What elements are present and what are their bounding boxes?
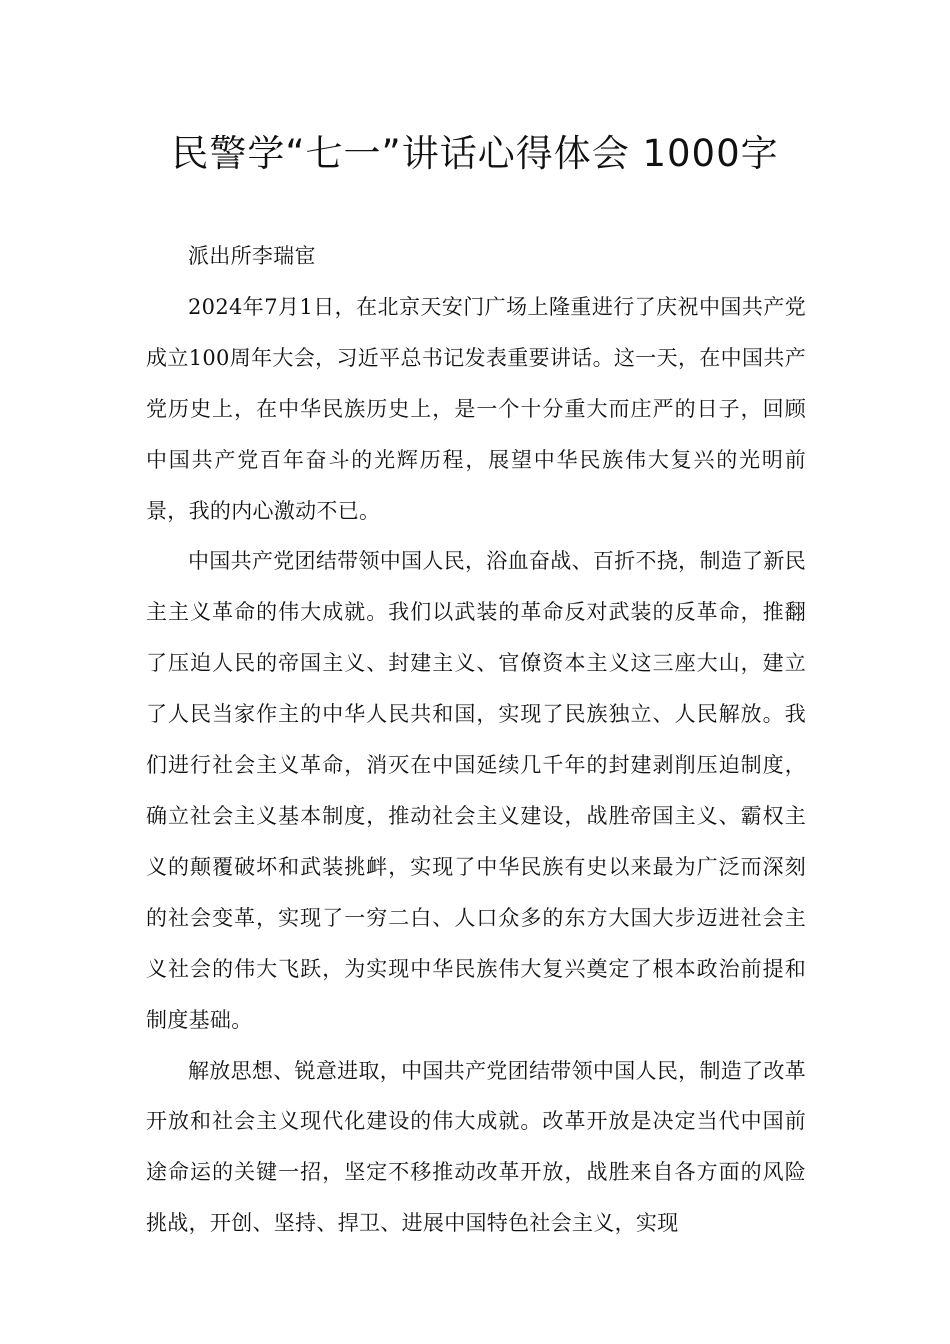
paragraph-3: 解放思想、锐意进取，中国共产党团结带领中国人民，制造了改革开放和社会主义现代化建设的伟大成就。改革开放是决定当代中国前途命运的关键一招，坚定不移推动改革开放，战胜来自各方面的风险挑战，开创、坚持、捍卫、进展中国特色社会主义，实现 [146, 1058, 806, 1236]
paragraph-1: 2024年7月1日，在北京天安门广场上隆重进行了庆祝中国共产党成立100周年大会，习近平总书记发表重要讲话。这一天，在中国共产党历史上，在中华民族历史上，是一个十分重大而庄严的日子，回顾中国共产党百年奋斗的光辉历程，展望中华民族伟大复兴的光明前景，我的内心激动不已。 [146, 294, 806, 523]
paragraph-2: 中国共产党团结带领中国人民，浴血奋战、百折不挠，制造了新民主主义革命的伟大成就。我们以武装的革命反对武装的反革命，推翻了压迫人民的帝国主义、封建主义、官僚资本主义这三座大山，建立了人民当家作主的中华人民共和国，实现了民族独立、人民解放。我们进行社会主义革命，消灭在中国延续几千年的封建剥削压迫制度，确立社会主义基本制度，推动社会主义建设，战胜帝国主义、霸权主义的颠覆破坏和武装挑衅，实现了中华民族有史以来最为广泛而深刻的社会变革，实现了一穷二白、人口众多的东方大国大步迈进社会主义社会的伟大飞跃，为实现中华民族伟大复兴奠定了根本政治前提和制度基础。 [146, 549, 806, 1032]
document-title: 民警学“七一”讲话心得体会 1000字 [171, 132, 779, 175]
document-body [146, 231, 806, 1249]
author-line: 派出所李瑞宦 [188, 244, 316, 268]
